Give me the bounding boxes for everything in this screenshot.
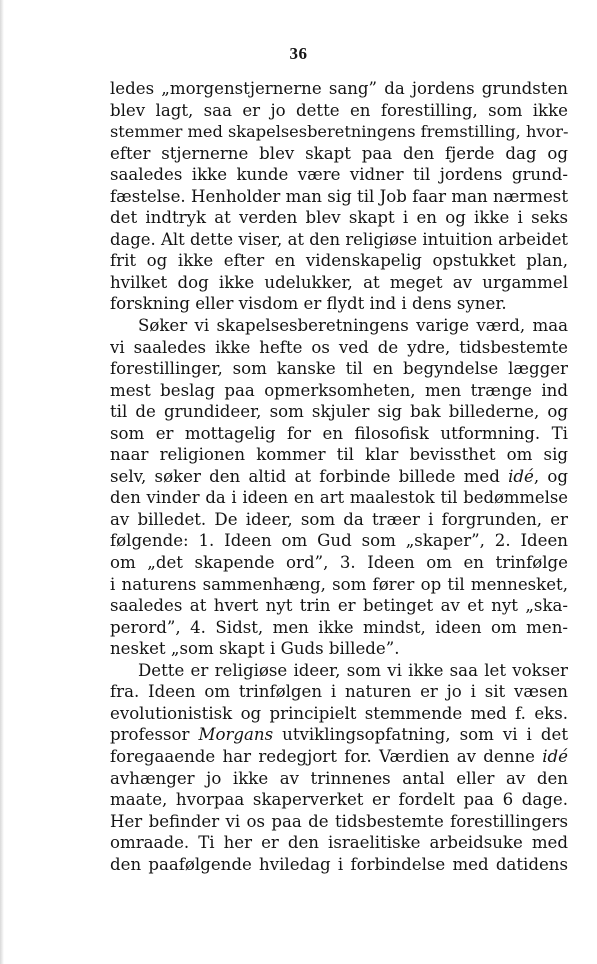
text-line: selv, søker den altid at forbinde billede med idé, og (110, 466, 568, 486)
text-line: professor Morgans utviklingsopfatning, som vi i det (110, 725, 568, 745)
text-line: maate, hvorpaa skaperverket er fordelt paa 6 dage. (110, 790, 568, 810)
text-line: Dette er religiøse ideer, som vi ikke saa let vokser (138, 660, 568, 680)
text-line: fæstelse. Henholder man sig til Job faar man nærmest (110, 186, 568, 206)
text-line: forestillinger, som kanske til en begyndelse lægger (110, 359, 568, 379)
text-line: til de grundideer, som skjuler sig bak billederne, og (110, 402, 568, 422)
text-line: den paafølgende hviledag i forbindelse med datidens (110, 854, 568, 874)
text-line: perord”, 4. Sidst, men ikke mindst, ideen om men- (110, 617, 568, 637)
text-line: det indtryk at verden blev skapt i en og ikke i seks (110, 208, 568, 228)
text-line: i naturens sammenhæng, som fører op til mennesket, (110, 574, 568, 594)
text-line: blev lagt, saa er jo dette en forestilling, som ikke (110, 100, 568, 120)
page-number: 36 (289, 44, 308, 63)
text-line: omraade. Ti her er den israelitiske arbeidsuke med (110, 833, 568, 853)
text-line: saaledes ikke kunde være vidner til jordens grund- (110, 165, 568, 185)
text-line: Her befinder vi os paa de tidsbestemte forestillingers (110, 811, 568, 831)
text-line: fra. Ideen om trinfølgen i naturen er jo i sit væsen (110, 682, 568, 702)
text-line: vi saaledes ikke hefte os ved de ydre, tidsbestemte (110, 337, 568, 357)
text-line: Søker vi skapelsesberetningens varige værd, maa (138, 316, 568, 336)
text-line: stemmer med skapelsesberetningens fremstilling, hvor- (110, 122, 568, 142)
text-line: foregaaende har redegjort for. Værdien av denne idé (110, 746, 568, 766)
text-line: som er mottagelig for en filosofisk utformning. Ti (110, 423, 568, 443)
text-line: hvilket dog ikke udelukker, at meget av urgammel (110, 272, 568, 292)
text-line: avhænger jo ikke av trinnenes antal eller av den (110, 768, 568, 788)
text-line: evolutionistisk og principielt stemmende med f. eks. (110, 703, 568, 723)
page-spine-shadow (0, 0, 4, 964)
text-line: mest beslag paa opmerksomheten, men trænge ind (110, 380, 568, 400)
text-line: efter stjernerne blev skapt paa den fjerde dag og (110, 143, 568, 163)
text-line: om „det skapende ord”, 3. Ideen om en trinfølge (110, 553, 568, 573)
text-line: saaledes at hvert nyt trin er betinget av et nyt „ska- (110, 596, 568, 616)
text-line: ledes „morgenstjernerne sang” da jordens grundsten (110, 79, 568, 98)
text-line: dage. Alt dette viser, at den religiøse intuition arbeidet (110, 229, 568, 249)
text-line: forskning eller visdom er flydt ind i dens syner. (110, 294, 507, 314)
text-line: nesket „som skapt i Guds billede”. (110, 639, 400, 659)
text-line: den vinder da i ideen en art maalestok til bedømmelse (110, 488, 568, 508)
text-line: frit og ikke efter en videnskapelig opstukket plan, (110, 251, 568, 271)
text-line: følgende: 1. Ideen om Gud som „skaper”, 2. Ideen (110, 531, 568, 551)
body-text (110, 78, 568, 875)
text-line: naar religionen kommer til klar bevissthet om sig (110, 445, 568, 465)
text-line: av billedet. De ideer, som da træer i forgrunden, er (110, 509, 568, 529)
